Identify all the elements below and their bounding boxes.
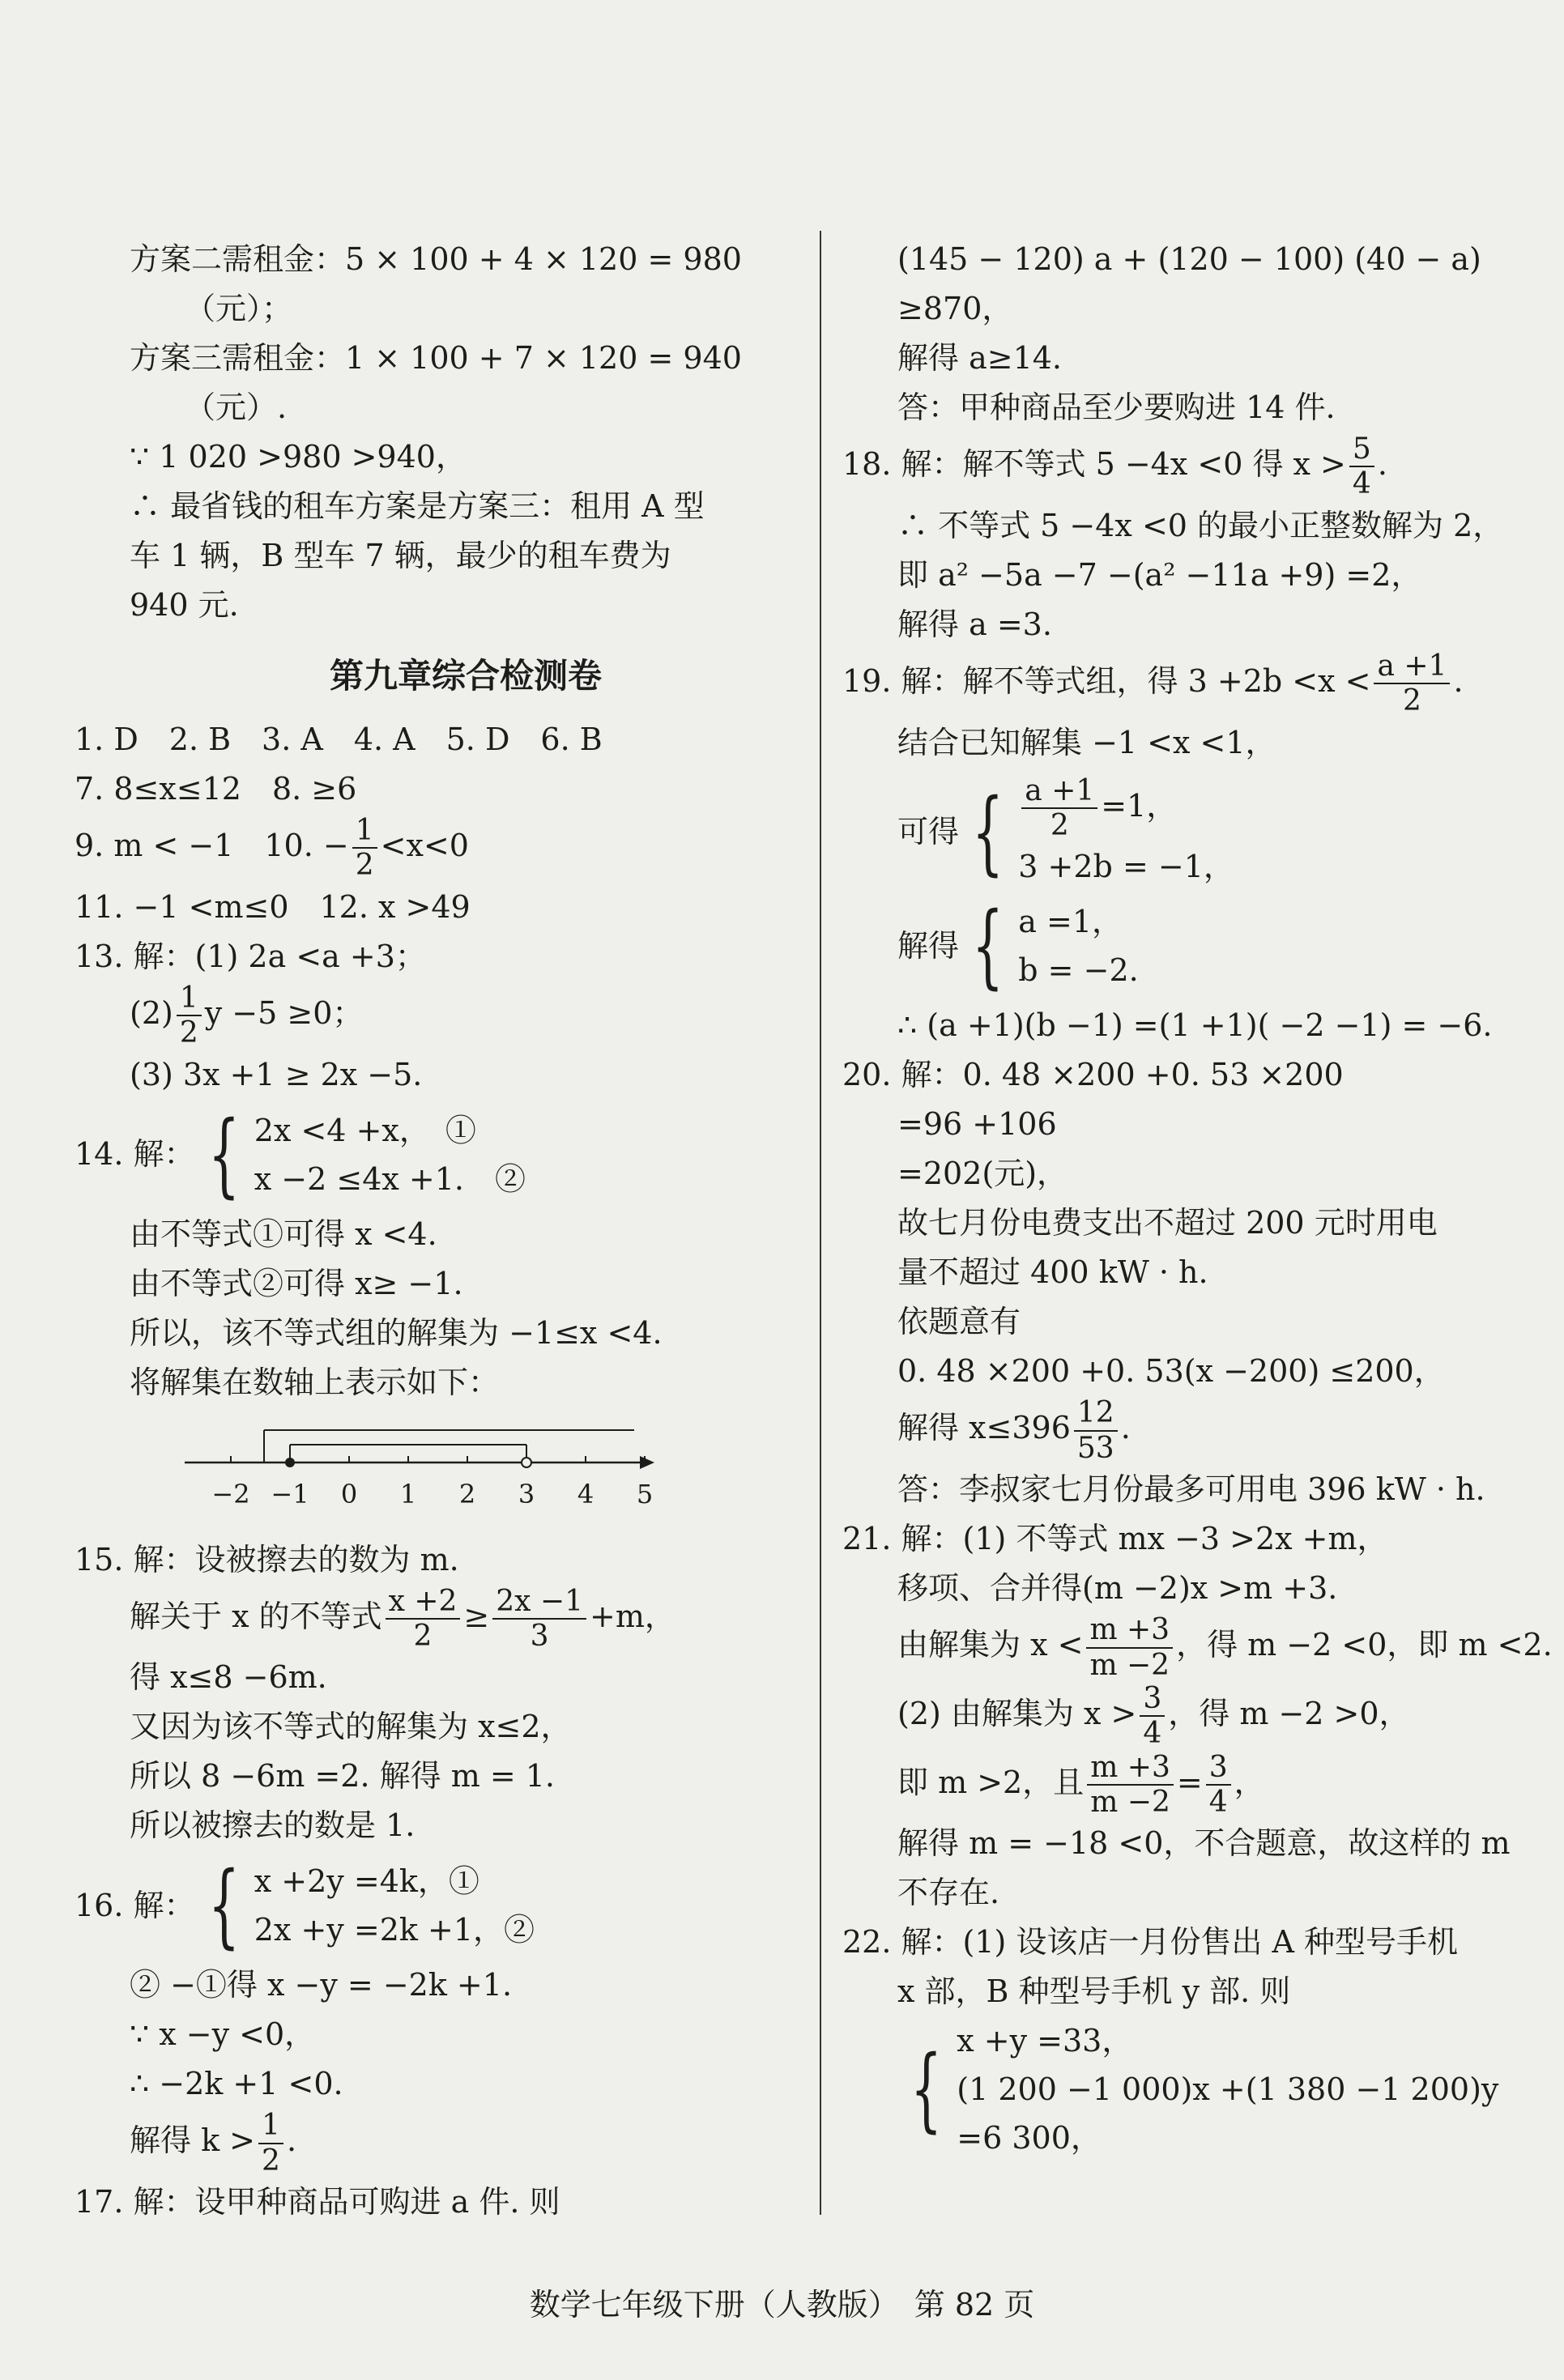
text-line: 940 元. bbox=[130, 587, 239, 623]
denominator: 3 bbox=[530, 1619, 549, 1653]
equation-row: x +y =33， bbox=[957, 2023, 1133, 2059]
text: 18. 解：解不等式 5 −4x <0 得 x > bbox=[842, 445, 1346, 482]
brace-icon: { bbox=[207, 1101, 240, 1207]
denominator: m −2 bbox=[1089, 1648, 1170, 1682]
q21-line bbox=[842, 1682, 1506, 1751]
numerator: 1 bbox=[177, 981, 202, 1016]
q22-line: x 部，B 种型号手机 y 部. 则 bbox=[897, 1973, 1291, 2010]
text-line: ∴ 最省钱的租车方案是方案三：租用 A 型 bbox=[130, 488, 705, 524]
q19-system bbox=[842, 774, 1506, 892]
tick-label: 5 bbox=[636, 1478, 654, 1509]
numerator: 3 bbox=[1140, 1682, 1165, 1717]
q18-line: ∴ 不等式 5 −4x <0 的最小正整数解为 2， bbox=[897, 507, 1504, 543]
q20-line: 故七月份电费支出不超过 200 元时用电 bbox=[897, 1205, 1438, 1241]
q19-solution bbox=[842, 893, 1506, 999]
q14-system bbox=[75, 1101, 802, 1207]
denominator: 4 bbox=[1352, 467, 1371, 501]
text: ， bbox=[1234, 1764, 1265, 1800]
denominator: 2 bbox=[355, 849, 374, 883]
text: (2) 由解集为 x > bbox=[897, 1695, 1137, 1731]
tick-label: −1 bbox=[271, 1478, 309, 1509]
text: . bbox=[286, 2122, 297, 2159]
text: 19. 解：解不等式组，得 3 +2b <x < bbox=[842, 662, 1371, 699]
text: 可得 bbox=[897, 814, 960, 850]
q13-part2 bbox=[130, 981, 802, 1050]
fraction bbox=[352, 814, 377, 883]
numerator: 5 bbox=[1349, 432, 1374, 467]
equation-system bbox=[195, 1101, 526, 1207]
q20-line bbox=[842, 1396, 1506, 1465]
text-line: ∵ 1 020 >980 >940， bbox=[130, 439, 467, 475]
fraction bbox=[1074, 1396, 1118, 1465]
text: . bbox=[1120, 1410, 1131, 1446]
numerator: m +3 bbox=[1086, 1613, 1173, 1648]
numerator: 1 bbox=[258, 2109, 283, 2144]
fraction bbox=[1140, 1682, 1165, 1751]
closed-endpoint bbox=[285, 1458, 295, 1467]
numerator: a +1 bbox=[1374, 649, 1450, 684]
fraction bbox=[177, 981, 202, 1050]
q17-line: ≥870， bbox=[897, 291, 1013, 326]
text: 16. 解： bbox=[75, 1887, 195, 1923]
q16-line: ② −①得 x −y = −2k +1. bbox=[130, 1967, 513, 2003]
denominator: 4 bbox=[1143, 1717, 1162, 1751]
q15-line: 所以被擦去的数是 1. bbox=[130, 1807, 416, 1844]
fraction bbox=[1349, 432, 1374, 501]
fraction bbox=[1086, 1613, 1173, 1682]
equation-system bbox=[195, 1853, 535, 1959]
number-line bbox=[185, 1416, 802, 1535]
numerator: 2x −1 bbox=[492, 1585, 586, 1620]
q19-line: ∴ (a +1)(b −1) =(1 +1)( −2 −1) = −6. bbox=[897, 1007, 1493, 1044]
denominator: 53 bbox=[1076, 1431, 1114, 1465]
text-line: （元）. bbox=[185, 390, 288, 425]
q20-line: 答：李叔家七月份最多可用电 396 kW · h. bbox=[897, 1471, 1485, 1508]
answers-9-10 bbox=[75, 814, 802, 883]
text-line: 方案二需租金：5 × 100 + 4 × 120 = 980 bbox=[130, 241, 742, 277]
text: = bbox=[1176, 1764, 1203, 1800]
q16-line bbox=[130, 2109, 802, 2178]
text: 9. m < −1 10. − bbox=[75, 827, 349, 863]
q13-part3: (3) 3x +1 ≥ 2x −5. bbox=[130, 1056, 423, 1092]
tick-label: 1 bbox=[399, 1478, 417, 1509]
equation-row: a =1， bbox=[1018, 904, 1123, 940]
equation-row: 2x +y =2k +1，② bbox=[254, 1912, 535, 1948]
equation-row: (1 200 −1 000)x +(1 380 −1 200)y =6 300， bbox=[957, 2071, 1499, 2156]
q21-line: 解得 m = −18 <0，不合题意，故这样的 m bbox=[897, 1825, 1511, 1862]
denominator: 2 bbox=[413, 1619, 433, 1653]
numerator: 1 bbox=[352, 814, 377, 849]
brace-icon: { bbox=[207, 1853, 240, 1959]
numerator: m +3 bbox=[1087, 1751, 1174, 1786]
q13-part1: 13. 解：(1) 2a <a +3； bbox=[75, 938, 426, 974]
q17-line: 解得 a≥14. bbox=[897, 340, 1063, 376]
numerator: 12 bbox=[1074, 1396, 1118, 1431]
q16-system bbox=[75, 1853, 802, 1959]
text: 14. 解： bbox=[75, 1136, 195, 1173]
tick-label: 4 bbox=[577, 1478, 594, 1509]
tick-label: 3 bbox=[518, 1478, 535, 1509]
tick-label: 0 bbox=[340, 1478, 358, 1509]
text: =1， bbox=[1101, 787, 1178, 824]
fraction bbox=[1021, 774, 1097, 843]
q21-line: 不存在. bbox=[897, 1875, 1000, 1911]
text: . bbox=[1377, 445, 1387, 482]
q14-line: 将解集在数轴上表示如下： bbox=[130, 1364, 500, 1400]
q21-line bbox=[842, 1751, 1506, 1820]
q16-line: ∵ x −y <0， bbox=[130, 2016, 316, 2053]
text: <x<0 bbox=[380, 827, 469, 863]
denominator: 2 bbox=[1403, 684, 1421, 718]
q21-line: 移项、合并得(m −2)x >m +3. bbox=[897, 1570, 1338, 1607]
q17-line: 17. 解：设甲种商品可购进 a 件. 则 bbox=[75, 2184, 560, 2220]
arrow-icon bbox=[640, 1456, 654, 1469]
brace-icon: { bbox=[972, 779, 1004, 885]
q17-line: 答：甲种商品至少要购进 14 件. bbox=[897, 390, 1336, 425]
q18-line: 解得 a =3. bbox=[897, 606, 1052, 642]
text: 解关于 x 的不等式 bbox=[130, 1598, 382, 1634]
equation-row bbox=[1018, 774, 1234, 843]
denominator: 2 bbox=[262, 2144, 280, 2178]
text: 由解集为 x < bbox=[897, 1627, 1084, 1663]
denominator: 4 bbox=[1208, 1786, 1228, 1820]
text-line: 车 1 辆，B 型车 7 辆，最少的租车费为 bbox=[130, 538, 671, 573]
text: y −5 ≥0； bbox=[204, 994, 364, 1031]
fraction bbox=[1374, 649, 1450, 718]
text: 解得 k > bbox=[130, 2122, 256, 2159]
equation-row: x −2 ≤4x +1. ② bbox=[254, 1160, 526, 1197]
q22-system bbox=[842, 2016, 1506, 2162]
equation-row: b = −2. bbox=[1018, 952, 1139, 989]
text: ≥ bbox=[463, 1598, 490, 1634]
q15-inequality bbox=[130, 1585, 802, 1654]
q19-line: 结合已知解集 −1 <x <1， bbox=[897, 724, 1276, 760]
numerator: a +1 bbox=[1021, 774, 1097, 809]
section-title: 第九章综合检测卷 bbox=[329, 656, 602, 696]
answers-1-6: 1. D 2. B 3. A 4. A 5. D 6. B bbox=[75, 722, 603, 757]
fraction bbox=[258, 2109, 283, 2178]
text-line: （元）； bbox=[185, 291, 293, 326]
q20-line: 0. 48 ×200 +0. 53(x −200) ≤200， bbox=[897, 1353, 1445, 1390]
open-endpoint bbox=[522, 1458, 531, 1467]
page-footer: 数学七年级下册（人教版） 第 82 页 bbox=[529, 2287, 1035, 2323]
text: +m， bbox=[589, 1598, 675, 1634]
brace-icon: { bbox=[910, 2037, 943, 2143]
fraction bbox=[1087, 1751, 1174, 1820]
q20-line: 20. 解：0. 48 ×200 +0. 53 ×200 bbox=[842, 1057, 1344, 1093]
right-column bbox=[842, 235, 1553, 2169]
q15-line: 所以 8 −6m =2. 解得 m = 1. bbox=[130, 1758, 556, 1795]
q21-line: 21. 解：(1) 不等式 mx −3 >2x +m， bbox=[842, 1521, 1388, 1557]
text: 解得 x≤396 bbox=[897, 1410, 1071, 1446]
number-line-svg bbox=[185, 1416, 671, 1521]
fraction bbox=[492, 1585, 586, 1654]
answers-7-8: 7. 8≤x≤12 8. ≥6 bbox=[75, 771, 357, 807]
q15-line: 得 x≤8 −6m. bbox=[130, 1659, 327, 1696]
text: ，得 m −2 >0， bbox=[1168, 1695, 1410, 1731]
equation-row: x +2y =4k，① bbox=[254, 1863, 479, 1900]
q15-line: 又因为该不等式的解集为 x≤2， bbox=[130, 1709, 572, 1745]
denominator: 2 bbox=[179, 1016, 198, 1050]
q21-line bbox=[842, 1613, 1553, 1682]
text: ，得 m −2 <0，即 m <2. bbox=[1176, 1627, 1553, 1663]
q18-line: 即 a² −5a −7 −(a² −11a +9) =2， bbox=[897, 556, 1422, 593]
numerator: x +2 bbox=[386, 1585, 461, 1620]
q15-line: 15. 解：设被擦去的数为 m. bbox=[75, 1541, 459, 1577]
tick-label: 2 bbox=[458, 1478, 476, 1509]
equation-row: 2x <4 +x， ① bbox=[254, 1112, 476, 1148]
q14-line: 由不等式②可得 x≥ −1. bbox=[130, 1265, 463, 1301]
text: 解得 bbox=[897, 927, 960, 964]
equation-system bbox=[897, 2016, 1506, 2162]
equation-system bbox=[959, 893, 1139, 999]
fraction bbox=[1206, 1751, 1231, 1820]
q20-line: 量不超过 400 kW · h. bbox=[897, 1254, 1208, 1291]
q20-line: 依题意有 bbox=[897, 1304, 1021, 1340]
brace-icon: { bbox=[972, 893, 1004, 999]
text: 即 m >2，且 bbox=[897, 1764, 1085, 1800]
text-line: 方案三需租金：1 × 100 + 7 × 120 = 940 bbox=[130, 340, 742, 376]
text: . bbox=[1453, 662, 1464, 699]
answers-11-12: 11. −1 <m≤0 12. x >49 bbox=[75, 888, 471, 925]
q22-line: 22. 解：(1) 设该店一月份售出 A 种型号手机 bbox=[842, 1924, 1459, 1961]
q18-line bbox=[842, 432, 1506, 501]
denominator: m −2 bbox=[1090, 1786, 1170, 1820]
column-divider bbox=[820, 231, 821, 2215]
denominator: 2 bbox=[1050, 808, 1069, 842]
fraction bbox=[386, 1585, 461, 1654]
q14-line: 所以，该不等式组的解集为 −1≤x <4. bbox=[130, 1314, 663, 1351]
q17-line: (145 − 120) a + (120 − 100) (40 − a) bbox=[897, 241, 1481, 277]
q16-line: ∴ −2k +1 <0. bbox=[130, 2066, 343, 2102]
numerator: 3 bbox=[1206, 1751, 1231, 1786]
q20-line: =202(元)， bbox=[897, 1156, 1068, 1192]
text: (2) bbox=[130, 994, 173, 1031]
left-column bbox=[75, 235, 802, 2227]
q20-line: =96 +106 bbox=[897, 1106, 1057, 1143]
q19-line bbox=[842, 649, 1506, 718]
q14-line: 由不等式①可得 x <4. bbox=[130, 1216, 437, 1252]
equation-system bbox=[959, 774, 1234, 892]
tick-label: −2 bbox=[211, 1478, 250, 1509]
equation-row: 3 +2b = −1， bbox=[1018, 849, 1234, 885]
